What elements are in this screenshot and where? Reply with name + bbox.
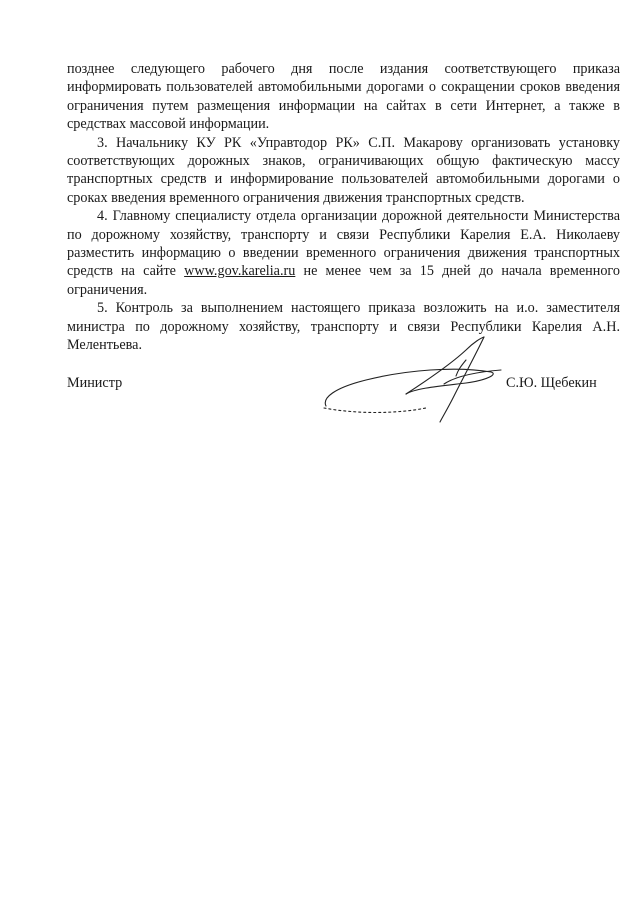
handwritten-signature [316,336,516,426]
order-text [67,60,620,355]
paragraph-4-text-before: 4. Главному специалисту отдела организации дорожной деятельности Министерства по дорожному хозяйству, транспорту и связи Республики Карелия Е.А. Николаеву разместить информацию о введении временного ограничения движения транспортных средств на сайте [67,208,620,280]
paragraph-4-text-after: не менее чем за 15 дней до начала временного ограничения. [67,263,620,298]
paragraph-5: 5. Контроль за выполнением настоящего приказа возложить на и.о. заместителя министра по дорожному хозяйству, транспорту и связи Республики Карелия А.Н. Мелентьева. [67,300,620,354]
website-link[interactable]: www.gov.karelia.ru [184,263,296,280]
paragraph-3: 3. Начальнику КУ РК «Управтодор РК» С.П. Макарову организовать установку соответствующих дорожных знаков, ограничивающих общую фактическую массу транспортных средств и информирование пользователей автомобильными дорогами о сроках введения временного ограничения движения транспортных средств. [67,134,620,206]
position-title: Министр [67,375,123,391]
signatory-name: С.Ю. Щебекин [506,375,597,391]
paragraph-continuation: позднее следующего рабочего дня после издания соответствующего приказа информировать пользователей автомобильными дорогами о сокращении сроков введения ограничения путем размещения информации на сайтах в сети Интернет, а также в средствах массовой информации. [67,61,620,133]
paragraph-4 [67,207,620,299]
